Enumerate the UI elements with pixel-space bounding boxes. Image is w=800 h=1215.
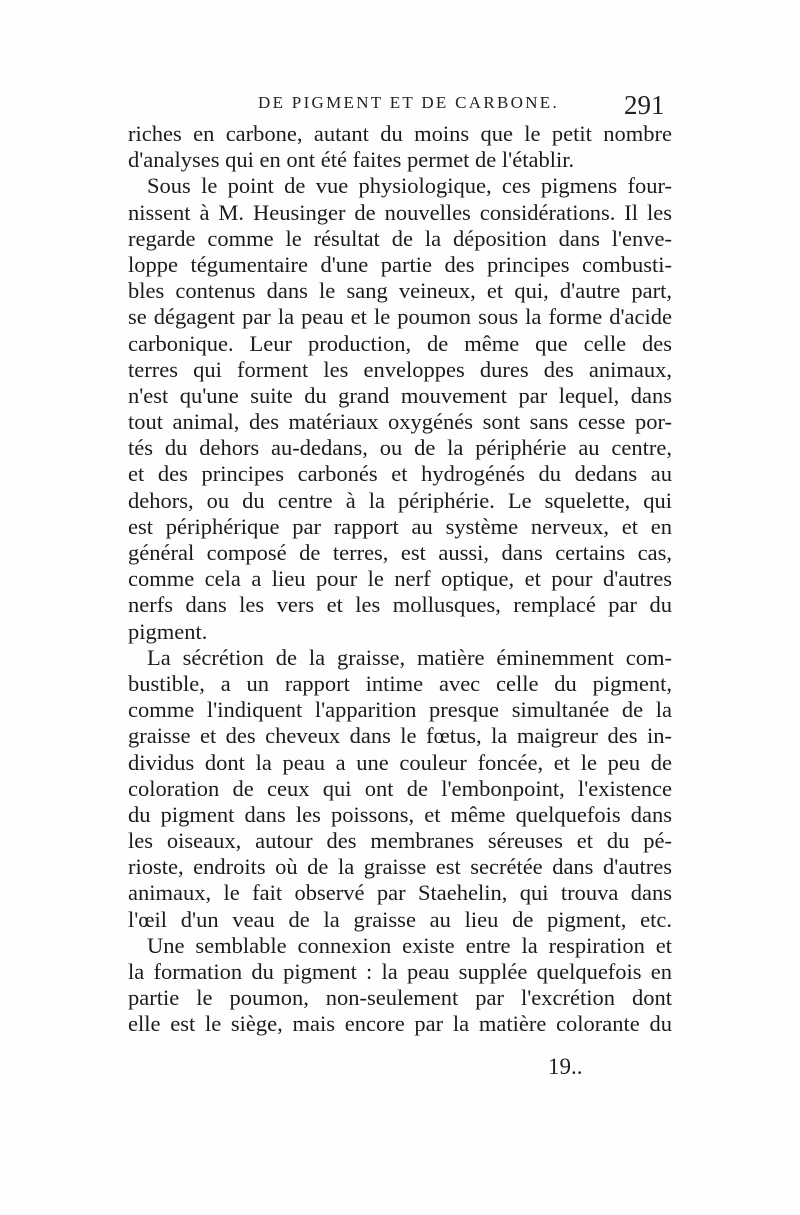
text-line: du pigment dans les poissons, et même quelquefois dans bbox=[128, 801, 672, 827]
body-text bbox=[128, 121, 672, 1038]
signature-mark: 19.. bbox=[548, 1054, 583, 1079]
text-line: coloration de ceux qui ont de l'embonpoint, l'existence bbox=[128, 775, 672, 801]
text-line: bustible, a un rapport intime avec celle du pigment, bbox=[128, 670, 672, 696]
text-line: et des principes carbonés et hydrogénés du dedans au bbox=[128, 461, 672, 487]
text-line: tés du dehors au-dedans, ou de la périphérie au centre, bbox=[128, 435, 672, 461]
text-line: n'est qu'une suite du grand mouvement par lequel, dans bbox=[128, 382, 672, 408]
text-line: terres qui forment les enveloppes dures des animaux, bbox=[128, 356, 672, 382]
text-line: nerfs dans les vers et les mollusques, remplacé par du bbox=[128, 592, 672, 618]
text-line: la formation du pigment : la peau supplée quelquefois en bbox=[128, 959, 672, 984]
text-line: général composé de terres, est aussi, dans certains cas, bbox=[128, 540, 672, 565]
text-line: riches en carbone, autant du moins que le petit nombre bbox=[128, 121, 672, 146]
running-head: DE PIGMENT ET DE CARBONE. bbox=[258, 93, 560, 112]
text-line: dehors, ou du centre à la périphérie. Le squelette, qui bbox=[128, 487, 672, 513]
text-line: loppe tégumentaire d'une partie des principes combusti- bbox=[128, 251, 672, 277]
text-line: animaux, le fait observé par Staehelin, qui trouva dans bbox=[128, 880, 672, 906]
paragraph-start-line: La sécrétion de la graisse, matière éminemment com- bbox=[147, 644, 672, 670]
text-line: partie le poumon, non-seulement par l'excrétion dont bbox=[128, 985, 672, 1011]
text-line: graisse et des cheveux dans le fœtus, la maigreur des in- bbox=[128, 723, 672, 749]
text-line: se dégagent par la peau et le poumon sous la forme d'acide bbox=[128, 304, 672, 330]
text-line: comme l'indiquent l'apparition presque simultanée de la bbox=[128, 697, 672, 723]
text-line: pigment. bbox=[128, 618, 208, 644]
text-line: est périphérique par rapport au système nerveux, et en bbox=[128, 513, 672, 539]
text-line: regarde comme le résultat de la déposition dans l'enve- bbox=[128, 225, 672, 251]
text-line: bles contenus dans le sang veineux, et qui, d'autre part, bbox=[128, 278, 672, 304]
text-line: l'œil d'un veau de la graisse au lieu de pigment, etc. bbox=[128, 906, 672, 932]
text-line: d'analyses qui en ont été faites permet de l'établir. bbox=[128, 147, 575, 173]
text-line: tout animal, des matériaux oxygénés sont sans cesse por- bbox=[128, 409, 672, 435]
text-line: elle est le siège, mais encore par la matière colorante du bbox=[128, 1011, 672, 1037]
text-line: nissent à M. Heusinger de nouvelles considérations. Il les bbox=[128, 199, 672, 225]
page-number: 291 bbox=[624, 90, 665, 120]
paragraph-start-line: Une semblable connexion existe entre la respiration et bbox=[147, 932, 672, 958]
text-line: dividus dont la peau a une couleur foncée, et le peu de bbox=[128, 749, 672, 775]
text-line: comme cela a lieu pour le nerf optique, et pour d'autres bbox=[128, 566, 672, 592]
text-line: les oiseaux, autour des membranes séreuses et du pé- bbox=[128, 828, 672, 854]
paragraph-start-line: Sous le point de vue physiologique, ces pigmens four- bbox=[147, 173, 672, 199]
text-line: rioste, endroits où de la graisse est secrétée dans d'autres bbox=[128, 854, 672, 880]
text-line: carbonique. Leur production, de même que celle des bbox=[128, 330, 672, 356]
